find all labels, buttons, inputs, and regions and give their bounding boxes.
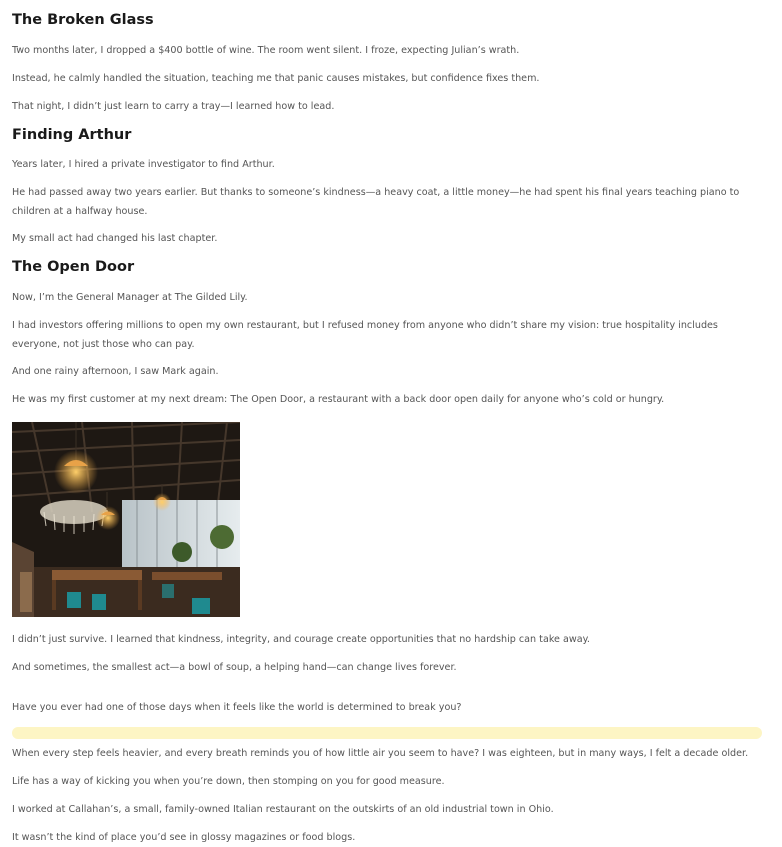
paragraph: My small act had changed his last chapter. [12,233,218,244]
highlight-divider [12,727,762,739]
paragraph: It wasn’t the kind of place you’d see in glossy magazines or food blogs. [12,832,356,843]
paragraph: Years later, I hired a private investigator to find Arthur. [12,159,275,170]
section-heading-open-door: The Open Door [12,259,135,275]
restaurant-interior-photo [12,422,240,617]
paragraph: And sometimes, the smallest act—a bowl of soup, a helping hand—can change lives forever. [12,662,457,673]
paragraph: And one rainy afternoon, I saw Mark again. [12,366,219,377]
paragraph: That night, I didn’t just learn to carry a tray—I learned how to lead. [12,101,335,112]
paragraph: Instead, he calmly handled the situation, teaching me that panic causes mistakes, but confidence fixes them. [12,73,540,84]
paragraph: Now, I’m the General Manager at The Gilded Lily. [12,292,248,303]
paragraph: Life has a way of kicking you when you’re down, then stomping on you for good measure. [12,776,445,787]
paragraph: He had passed away two years earlier. But thanks to someone’s kindness—a heavy coat, a little money—he had spent his final years teaching piano to children at a halfway house. [12,187,740,217]
paragraph: I worked at Callahan’s, a small, family-owned Italian restaurant on the outskirts of an old industrial town in Ohio. [12,804,554,815]
paragraph: Two months later, I dropped a $400 bottle of wine. The room went silent. I froze, expecting Julian’s wrath. [12,45,520,56]
paragraph: I had investors offering millions to open my own restaurant, but I refused money from anyone who didn’t share my vision: true hospitality includes everyone, not just those who can pay. [12,320,718,350]
paragraph: He was my first customer at my next dream: The Open Door, a restaurant with a back door open daily for anyone who’s cold or hungry. [12,394,665,405]
paragraph: When every step feels heavier, and every breath reminds you of how little air you seem to have? I was eighteen, but in many ways, I felt a decade older. [12,748,749,759]
paragraph: I didn’t just survive. I learned that kindness, integrity, and courage create opportunities that no hardship can take away. [12,634,590,645]
excerpt-intro: Have you ever had one of those days when it feels like the world is determined to break you? [12,702,462,713]
section-heading-broken-glass: The Broken Glass [12,12,154,28]
section-heading-finding-arthur: Finding Arthur [12,127,132,143]
